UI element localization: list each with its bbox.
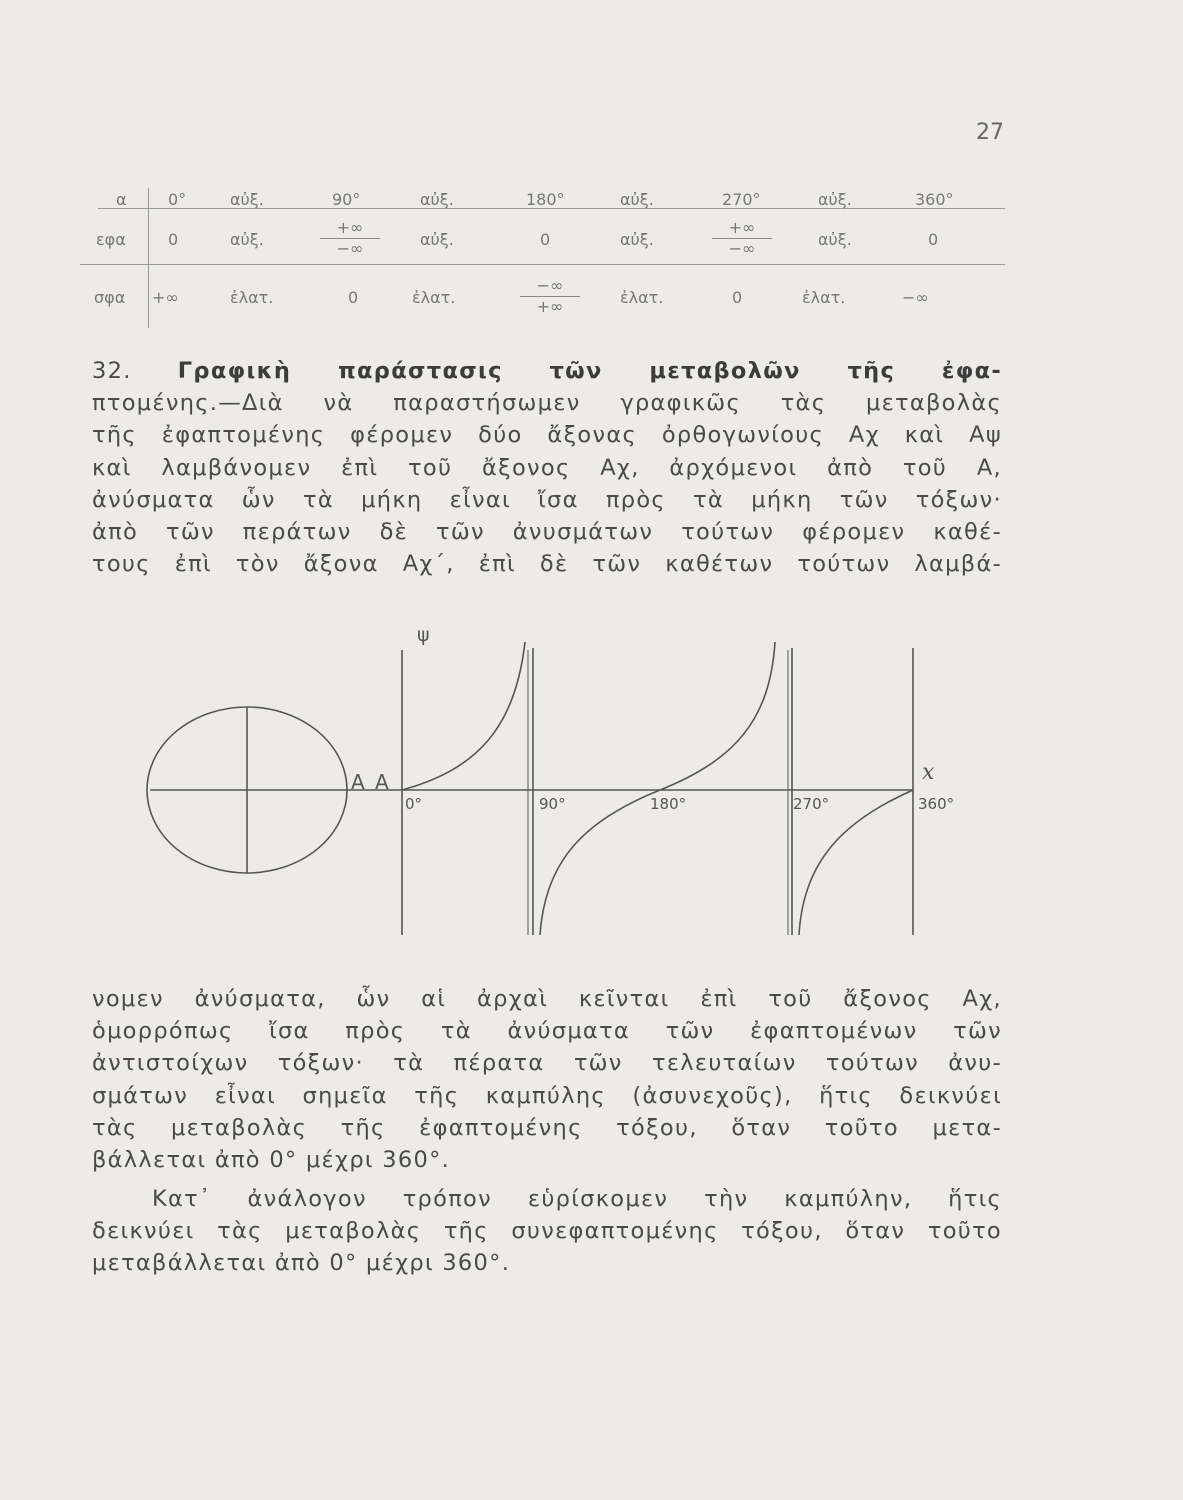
text-line: Κατ᾽ ἀνάλογον τρόπον εὑρίσκομεν τὴν καμπύλην, ἥτις <box>152 1186 1002 1212</box>
table-cell: ἐλατ. <box>620 288 664 307</box>
table-cell: 180° <box>526 190 565 209</box>
table-cell: ἐλατ. <box>412 288 456 307</box>
table-fraction <box>712 218 772 259</box>
section-title: Γραφικὴ παράστασις τῶν μεταβολῶν τῆς ἐφα- <box>177 358 1003 384</box>
text-line: δεικνύει τὰς μεταβολὰς τῆς συνεφαπτομένης τόξου, ὅταν τοῦτο <box>92 1218 1002 1245</box>
table-cell: αὐξ. <box>230 190 264 209</box>
table-cell: αὐξ. <box>420 230 454 249</box>
text-line: μεταβάλλεται ἀπὸ 0° μέχρι 360°. <box>92 1250 511 1277</box>
fraction-denominator: −∞ <box>728 239 756 258</box>
text-line: καὶ λαμβάνομεν ἐπὶ τοῦ ἄξονος Αχ, ἀρχόμενοι ἀπὸ τοῦ Α, <box>92 454 1002 481</box>
text-line: ἀπὸ τῶν περάτων δὲ τῶν ἀνυσμάτων τούτων φέρομεν καθέ- <box>92 518 1002 545</box>
tick-label-270: 270° <box>793 795 830 813</box>
text-line: ἀνύσματα ὧν τὰ μήκη εἶναι ἴσα πρὸς τὰ μήκη τῶν τόξων· <box>92 486 1002 513</box>
section-number: 32. <box>92 358 132 384</box>
page-number: 27 <box>976 120 1004 145</box>
text-line: ἀντιστοίχων τόξων· τὰ πέρατα τῶν τελευταίων τούτων ἀνυ- <box>92 1050 1002 1077</box>
text-line: νομεν ἀνύσματα, ὧν αἱ ἀρχαὶ κεῖνται ἐπὶ τοῦ ἄξονος Αχ, <box>92 986 1002 1012</box>
table-cell: 0 <box>732 288 743 307</box>
table-cell: 0 <box>540 230 551 249</box>
table-fraction <box>320 218 380 259</box>
table-cell: αὐξ. <box>620 230 654 249</box>
origin-label-circle: A <box>351 770 365 794</box>
row-label-cot: σφα <box>94 288 126 307</box>
fraction-numerator: +∞ <box>712 218 772 239</box>
table-cell: 270° <box>722 190 761 209</box>
text-line: τους ἐπὶ τὸν ἄξονα Αχ΄, ἐπὶ δὲ τῶν καθέτων τούτων λαμβά- <box>92 551 1002 578</box>
table-cell: αὐξ. <box>620 190 654 209</box>
x-axis-label: x <box>922 760 935 785</box>
table-cell: αὐξ. <box>420 190 454 209</box>
table-cell: 90° <box>332 190 361 209</box>
fraction-denominator: −∞ <box>336 239 364 258</box>
text-line: σμάτων εἶναι σημεῖα τῆς καμπύλης (ἀσυνεχοῦς), ἥτις δεικνύει <box>92 1082 1002 1109</box>
section-heading-line <box>92 355 1002 387</box>
second-paragraph <box>92 1183 1002 1280</box>
table-cell: 0° <box>168 190 187 209</box>
text-line: τὰς μεταβολὰς τῆς ἐφαπτομένης τόξου, ὅταν τοῦτο μετα- <box>92 1114 1002 1141</box>
text-line: τῆς ἐφαπτομένης φέρομεν δύο ἄξονας ὀρθογωνίους Αχ καὶ Αψ <box>92 422 1002 449</box>
text-line: ὁμορρόπως ἴσα πρὸς τὰ ἀνύσματα τῶν ἐφαπτομένων τῶν <box>92 1018 1002 1045</box>
tangent-graph <box>145 620 975 940</box>
table-cell: αὐξ. <box>230 230 264 249</box>
values-table <box>80 180 1005 330</box>
tick-label-90: 90° <box>539 795 566 813</box>
tick-label-0: 0° <box>405 795 423 813</box>
table-cell: 360° <box>915 190 954 209</box>
table-cell: αὐξ. <box>818 230 852 249</box>
table-cell: ἐλατ. <box>230 288 274 307</box>
table-cell: ἐλατ. <box>802 288 846 307</box>
fraction-denominator: +∞ <box>536 297 564 316</box>
tick-label-180: 180° <box>650 795 687 813</box>
fraction-numerator: +∞ <box>320 218 380 239</box>
row-label-alpha: α <box>116 190 127 209</box>
table-cell: 0 <box>348 288 359 307</box>
tangent-graph-figure <box>145 620 975 940</box>
table-cell: 0 <box>928 230 939 249</box>
y-axis-label: ψ <box>417 624 430 646</box>
table-row-rule <box>80 264 1005 265</box>
tan-branch-1 <box>402 642 525 790</box>
continuation-paragraph <box>92 983 1002 1176</box>
text-line: βάλλεται ἀπὸ 0° μέχρι 360°. <box>92 1146 451 1173</box>
tick-label-360: 360° <box>918 795 955 813</box>
section-paragraph <box>92 355 1002 580</box>
fraction-numerator: −∞ <box>520 276 580 297</box>
table-cell: αὐξ. <box>818 190 852 209</box>
text-line: πτομένης.—Διὰ νὰ παραστήσωμεν γραφικῶς τὰς μεταβολὰς <box>92 390 1002 417</box>
table-cell: 0 <box>168 230 179 249</box>
row-label-tan: εφα <box>96 230 126 249</box>
table-cell: −∞ <box>902 288 929 307</box>
table-fraction <box>520 276 580 317</box>
origin-label-axis: A <box>375 770 389 794</box>
tan-branch-2 <box>540 642 775 935</box>
table-cell: +∞ <box>152 288 179 307</box>
